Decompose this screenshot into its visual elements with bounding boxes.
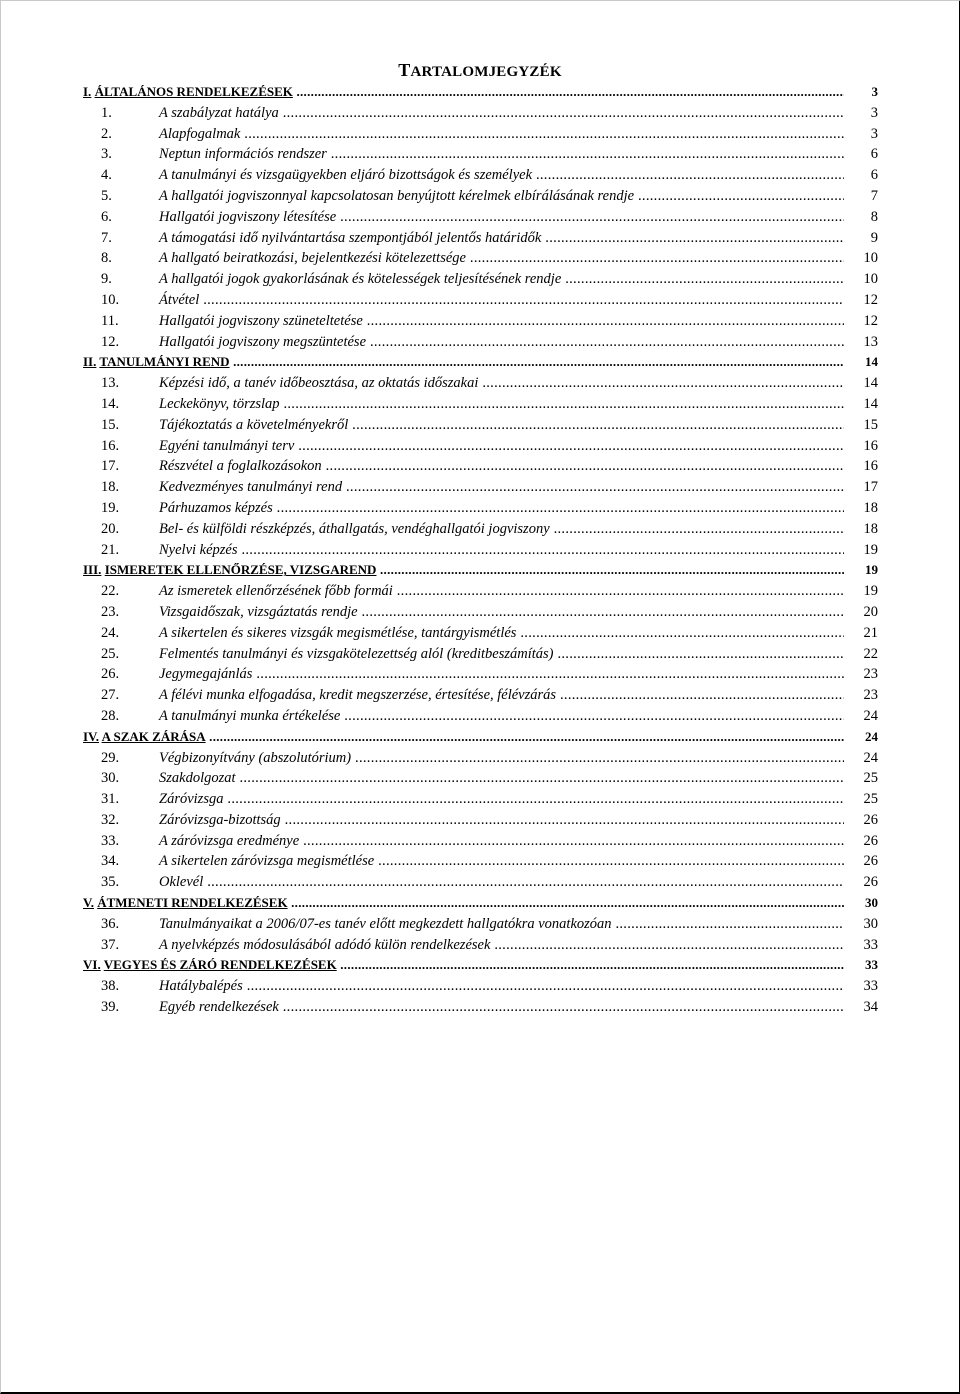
toc-entry-label: Szakdolgozat — [159, 770, 236, 787]
toc-entry-label: Nyelvi képzés — [159, 541, 238, 558]
toc-entry-number: 26. — [101, 666, 120, 683]
toc-entry-row[interactable] — [83, 269, 878, 290]
toc-page-number: 16 — [844, 436, 878, 457]
toc-page-number: 15 — [844, 415, 878, 436]
toc-entry-number: 3. — [101, 146, 112, 163]
toc-entry-text — [83, 82, 844, 103]
toc-entry-row[interactable] — [83, 124, 878, 145]
toc-entry-label: A nyelvképzés módosulásából adódó külön rendelkezések — [159, 936, 491, 953]
toc-page-number: 6 — [844, 144, 878, 165]
toc-entry-label: Záróvizsga — [159, 791, 224, 808]
toc-entry-label: Az ismeretek ellenőrzésének főbb formái — [159, 583, 393, 600]
toc-entry-row[interactable] — [83, 602, 878, 623]
toc-entry-text — [83, 560, 844, 581]
toc-entry-label: A SZAK ZÁRÁSA — [101, 728, 206, 744]
toc-entry-row[interactable] — [83, 685, 878, 706]
toc-entry-number: 37. — [101, 936, 120, 953]
toc-entry-number: I. — [83, 84, 92, 99]
toc-entry-row[interactable] — [83, 976, 878, 997]
toc-entry-number: 27. — [101, 687, 120, 704]
toc-entry-row[interactable] — [83, 456, 878, 477]
toc-entry-number: 9. — [101, 271, 112, 288]
toc-page-number: 13 — [844, 332, 878, 353]
toc-entry-number: 12. — [101, 333, 120, 350]
toc-entry-text — [83, 373, 844, 394]
toc-entry-text — [83, 955, 844, 976]
toc-entry-text — [83, 935, 844, 956]
toc-entry-text — [83, 311, 844, 332]
toc-entry-row[interactable] — [83, 748, 878, 769]
toc-page-number: 14 — [844, 394, 878, 415]
toc-entry-text — [83, 664, 844, 685]
toc-entry-number: 10. — [101, 291, 120, 308]
toc-entry-number: 29. — [101, 749, 120, 766]
toc-section-row[interactable] — [83, 893, 878, 914]
toc-entry-number: 25. — [101, 645, 120, 662]
toc-entry-text — [83, 727, 844, 748]
toc-entry-number: 5. — [101, 187, 112, 204]
toc-entry-number: 13. — [101, 375, 120, 392]
toc-page-number: 20 — [844, 602, 878, 623]
toc-entry-text — [83, 124, 844, 145]
toc-entry-number: 8. — [101, 250, 112, 267]
toc-entry-number: 28. — [101, 707, 120, 724]
toc-entry-number: 19. — [101, 499, 120, 516]
toc-entry-row[interactable] — [83, 851, 878, 872]
toc-entry-label: Hallgatói jogviszony megszüntetése — [159, 333, 367, 350]
toc-entry-number: IV. — [83, 728, 100, 744]
toc-entry-label: Alapfogalmak — [159, 125, 241, 142]
toc-entry-text — [83, 498, 844, 519]
toc-entry-row[interactable] — [83, 332, 878, 353]
toc-entry-label: ISMERETEK ELLENŐRZÉSE, VIZSGAREND — [104, 562, 377, 578]
toc-entry-text — [83, 893, 844, 914]
toc-entry-number: 39. — [101, 999, 120, 1016]
toc-entry-text — [83, 644, 844, 665]
toc-page-number: 19 — [844, 540, 878, 561]
toc-entry-label: Egyéni tanulmányi terv — [159, 437, 295, 454]
toc-page-number: 10 — [844, 248, 878, 269]
toc-entry-number: II. — [83, 354, 97, 370]
toc-entry-row[interactable] — [83, 914, 878, 935]
toc-entry-text — [83, 976, 844, 997]
toc-entry-label: A hallgatói jogok gyakorlásának és kötelességek teljesítésének rendje — [159, 271, 562, 288]
toc-entry-text — [83, 269, 844, 290]
toc-entry-text — [83, 872, 844, 893]
toc-entry-text — [83, 914, 844, 935]
toc-entry-row[interactable] — [83, 789, 878, 810]
toc-page-number: 8 — [844, 207, 878, 228]
toc-entry-label: A záróvizsga eredménye — [159, 832, 300, 849]
toc-entry-text — [83, 332, 844, 353]
toc-entry-label: Bel- és külföldi részképzés, áthallgatás, vendéghallgatói jogviszony — [159, 520, 550, 537]
toc-page-number: 10 — [844, 269, 878, 290]
toc-entry-label: Képzési idő, a tanév időbeosztása, az oktatás időszakai — [159, 375, 479, 392]
toc-entry-row[interactable] — [83, 248, 878, 269]
toc-page-number: 30 — [844, 893, 878, 914]
toc-entry-label: Tájékoztatás a követelményekről — [159, 416, 349, 433]
toc-entry-label: ÁTMENETI RENDELKEZÉSEK — [97, 895, 288, 911]
toc-page-number: 22 — [844, 644, 878, 665]
toc-entry-label: A tanulmányi munka értékelése — [159, 707, 341, 724]
toc-entry-number: 4. — [101, 167, 112, 184]
toc-entry-text — [83, 477, 844, 498]
toc-entry-number: 6. — [101, 208, 112, 225]
toc-section-row[interactable] — [83, 352, 878, 373]
toc-section-row[interactable] — [83, 560, 878, 581]
toc-entry-text — [83, 789, 844, 810]
toc-entry-number: 17. — [101, 458, 120, 475]
toc-entry-row[interactable] — [83, 436, 878, 457]
toc-entry-text — [83, 394, 844, 415]
toc-entry-number: 35. — [101, 874, 120, 891]
toc-page-number: 3 — [844, 103, 878, 124]
toc-entry-number: 38. — [101, 978, 120, 995]
toc-page-number: 26 — [844, 851, 878, 872]
toc-entry-row[interactable] — [83, 415, 878, 436]
toc-entry-text — [83, 103, 844, 124]
toc-entry-row[interactable] — [83, 581, 878, 602]
toc-entry-row[interactable] — [83, 186, 878, 207]
toc-entry-row[interactable] — [83, 997, 878, 1018]
toc-entry-row[interactable] — [83, 664, 878, 685]
toc-entry-number: 23. — [101, 603, 120, 620]
toc-page-number: 3 — [844, 124, 878, 145]
toc-entry-row[interactable] — [83, 519, 878, 540]
toc-title-initial: T — [398, 60, 411, 80]
toc-entry-label: Végbizonyítvány (abszolutórium) — [159, 749, 352, 766]
toc-section-row[interactable] — [83, 955, 878, 976]
toc-page-number: 21 — [844, 623, 878, 644]
toc-entry-text — [83, 207, 844, 228]
toc-entry-number: 30. — [101, 770, 120, 787]
toc-page-number: 12 — [844, 290, 878, 311]
toc-entry-text — [83, 768, 844, 789]
toc-page-number: 14 — [844, 352, 878, 373]
toc-entry-row[interactable] — [83, 831, 878, 852]
toc-entry-row[interactable] — [83, 644, 878, 665]
toc-entry-text — [83, 706, 844, 727]
toc-entry-text — [83, 248, 844, 269]
toc-entry-text — [83, 519, 844, 540]
toc-entry-number: 32. — [101, 811, 120, 828]
toc-entry-label: Átvétel — [159, 291, 200, 308]
toc-entry-number: VI. — [83, 957, 101, 973]
toc-entry-text — [83, 831, 844, 852]
toc-entry-text — [83, 623, 844, 644]
toc-entry-text — [83, 997, 844, 1018]
toc-entry-row[interactable] — [83, 872, 878, 893]
toc-entry-number: 20. — [101, 520, 120, 537]
toc-page-number: 25 — [844, 789, 878, 810]
toc-entry-text — [83, 851, 844, 872]
toc-title-rest: ARTALOMJEGYZÉK — [410, 64, 562, 80]
toc-entry-label: Hallgatói jogviszony létesítése — [159, 208, 337, 225]
toc-page-number: 23 — [844, 664, 878, 685]
toc-entry-text — [83, 602, 844, 623]
toc-entry-label: A hallgatói jogviszonnyal kapcsolatosan benyújtott kérelmek elbírálásának rendje — [159, 187, 635, 204]
toc-entry-label: Oklevél — [159, 874, 204, 891]
toc-page-number: 24 — [844, 727, 878, 748]
toc-entry-row[interactable] — [83, 290, 878, 311]
toc-entry-text — [83, 352, 844, 373]
toc-entry-number: 34. — [101, 853, 120, 870]
toc-entry-number: 36. — [101, 915, 120, 932]
toc-entry-number: 16. — [101, 437, 120, 454]
toc-entry-label: Hatálybalépés — [159, 978, 243, 995]
toc-page-number: 26 — [844, 831, 878, 852]
toc-page-number: 34 — [844, 997, 878, 1018]
toc-entry-text — [83, 415, 844, 436]
toc-page-number: 26 — [844, 872, 878, 893]
toc-entry-row[interactable] — [83, 165, 878, 186]
toc-entry-label: A szabályzat hatálya — [159, 104, 279, 121]
toc-entry-row[interactable] — [83, 394, 878, 415]
toc-entry-row[interactable] — [83, 768, 878, 789]
toc-entry-label: Neptun információs rendszer — [159, 146, 327, 163]
toc-entry-number: 11. — [101, 312, 119, 329]
toc-entry-row[interactable] — [83, 540, 878, 561]
toc-page-number: 18 — [844, 498, 878, 519]
toc-page-number: 16 — [844, 456, 878, 477]
toc-entry-text — [83, 144, 844, 165]
toc-entry-row[interactable] — [83, 373, 878, 394]
toc-entry-text — [83, 456, 844, 477]
toc-entry-number: III. — [83, 562, 102, 578]
toc-page-number: 33 — [844, 976, 878, 997]
toc-page-number: 14 — [844, 373, 878, 394]
toc-page-number: 33 — [844, 955, 878, 976]
toc-entry-row[interactable] — [83, 103, 878, 124]
toc-entry-number: 2. — [101, 125, 112, 142]
toc-entry-row[interactable] — [83, 706, 878, 727]
toc-page-number: 19 — [844, 581, 878, 602]
toc-entry-label: Leckekönyv, törzslap — [159, 395, 280, 412]
toc-entry-label: TANULMÁNYI REND — [99, 354, 230, 370]
toc-entry-label: Egyéb rendelkezések — [159, 999, 279, 1016]
toc-entry-row[interactable] — [83, 207, 878, 228]
toc-entry-label: ÁLTALÁNOS RENDELKEZÉSEK — [94, 84, 293, 99]
toc-title — [0, 60, 960, 81]
toc-entry-text — [83, 748, 844, 769]
toc-entry-number: 14. — [101, 395, 120, 412]
toc-section-row[interactable] — [83, 82, 878, 103]
toc-entry-label: A félévi munka elfogadása, kredit megszerzése, értesítése, félévzárás — [159, 687, 557, 704]
toc-entry-label: Záróvizsga-bizottság — [159, 811, 281, 828]
toc-entry-text — [83, 290, 844, 311]
toc-entry-number: 22. — [101, 583, 120, 600]
toc-entry-text — [83, 228, 844, 249]
toc-entry-row[interactable] — [83, 477, 878, 498]
toc-page-number: 12 — [844, 311, 878, 332]
toc-entry-text — [83, 540, 844, 561]
toc-entry-number: V. — [83, 895, 94, 911]
toc-page-number: 26 — [844, 810, 878, 831]
toc-page-number: 3 — [844, 82, 878, 103]
toc-page-number: 9 — [844, 228, 878, 249]
toc-entry-label: A tanulmányi és vizsgaügyekben eljáró bizottságok és személyek — [159, 167, 533, 184]
toc-entry-text — [83, 685, 844, 706]
toc-page-number: 17 — [844, 477, 878, 498]
toc-entry-number: 31. — [101, 791, 120, 808]
toc-entry-label: VEGYES ÉS ZÁRÓ RENDELKEZÉSEK — [103, 957, 337, 973]
toc-entry-number: 1. — [101, 104, 112, 121]
toc-section-row[interactable] — [83, 727, 878, 748]
toc-entry-number: 7. — [101, 229, 112, 246]
toc-entry-label: A hallgató beiratkozási, bejelentkezési kötelezettsége — [159, 250, 466, 267]
toc-entry-text — [83, 165, 844, 186]
toc-entry-text — [83, 436, 844, 457]
toc-entry-row[interactable] — [83, 144, 878, 165]
toc-page-number: 23 — [844, 685, 878, 706]
toc-entry-number: 24. — [101, 624, 120, 641]
toc-page-number: 6 — [844, 165, 878, 186]
toc-page-number: 19 — [844, 560, 878, 581]
toc-entry-row[interactable] — [83, 311, 878, 332]
toc-entry-row[interactable] — [83, 623, 878, 644]
toc-entry-label: Hallgatói jogviszony szüneteltetése — [159, 312, 363, 329]
toc-page-number: 18 — [844, 519, 878, 540]
toc-entry-row[interactable] — [83, 498, 878, 519]
toc-page-number: 7 — [844, 186, 878, 207]
toc-page-number: 24 — [844, 706, 878, 727]
toc-page-number: 24 — [844, 748, 878, 769]
toc-entry-label: Jegymegajánlás — [159, 666, 253, 683]
toc-page-number: 30 — [844, 914, 878, 935]
toc-entry-row[interactable] — [83, 228, 878, 249]
toc-page-number: 25 — [844, 768, 878, 789]
toc-entry-label: A sikertelen és sikeres vizsgák megismétlése, tantárgyismétlés — [159, 624, 517, 641]
toc-entry-label: Tanulmányaikat a 2006/07-es tanév előtt megkezdett hallgatókra vonatkozóan — [159, 915, 612, 932]
toc-entry-number: 18. — [101, 479, 120, 496]
toc-entry-number: 15. — [101, 416, 120, 433]
toc-entry-label: A sikertelen záróvizsga megismétlése — [159, 853, 375, 870]
toc-entry-row[interactable] — [83, 935, 878, 956]
toc-entry-label: Párhuzamos képzés — [159, 499, 273, 516]
toc-entry-text — [83, 810, 844, 831]
toc-entry-number: 21. — [101, 541, 120, 558]
table-of-contents — [83, 82, 878, 1018]
toc-entry-label: Felmentés tanulmányi és vizsgakötelezettség alól (kreditbeszámítás) — [159, 645, 554, 662]
toc-entry-label: Részvétel a foglalkozásokon — [159, 458, 322, 475]
toc-page-number: 33 — [844, 935, 878, 956]
toc-entry-label: Vizsgaidőszak, vizsgáztatás rendje — [159, 603, 358, 620]
toc-entry-label: Kedvezményes tanulmányi rend — [159, 479, 343, 496]
toc-entry-label: A támogatási idő nyilvántartása szempontjából jelentős határidők — [159, 229, 542, 246]
toc-entry-row[interactable] — [83, 810, 878, 831]
toc-entry-text — [83, 186, 844, 207]
toc-entry-text — [83, 581, 844, 602]
toc-entry-number: 33. — [101, 832, 120, 849]
